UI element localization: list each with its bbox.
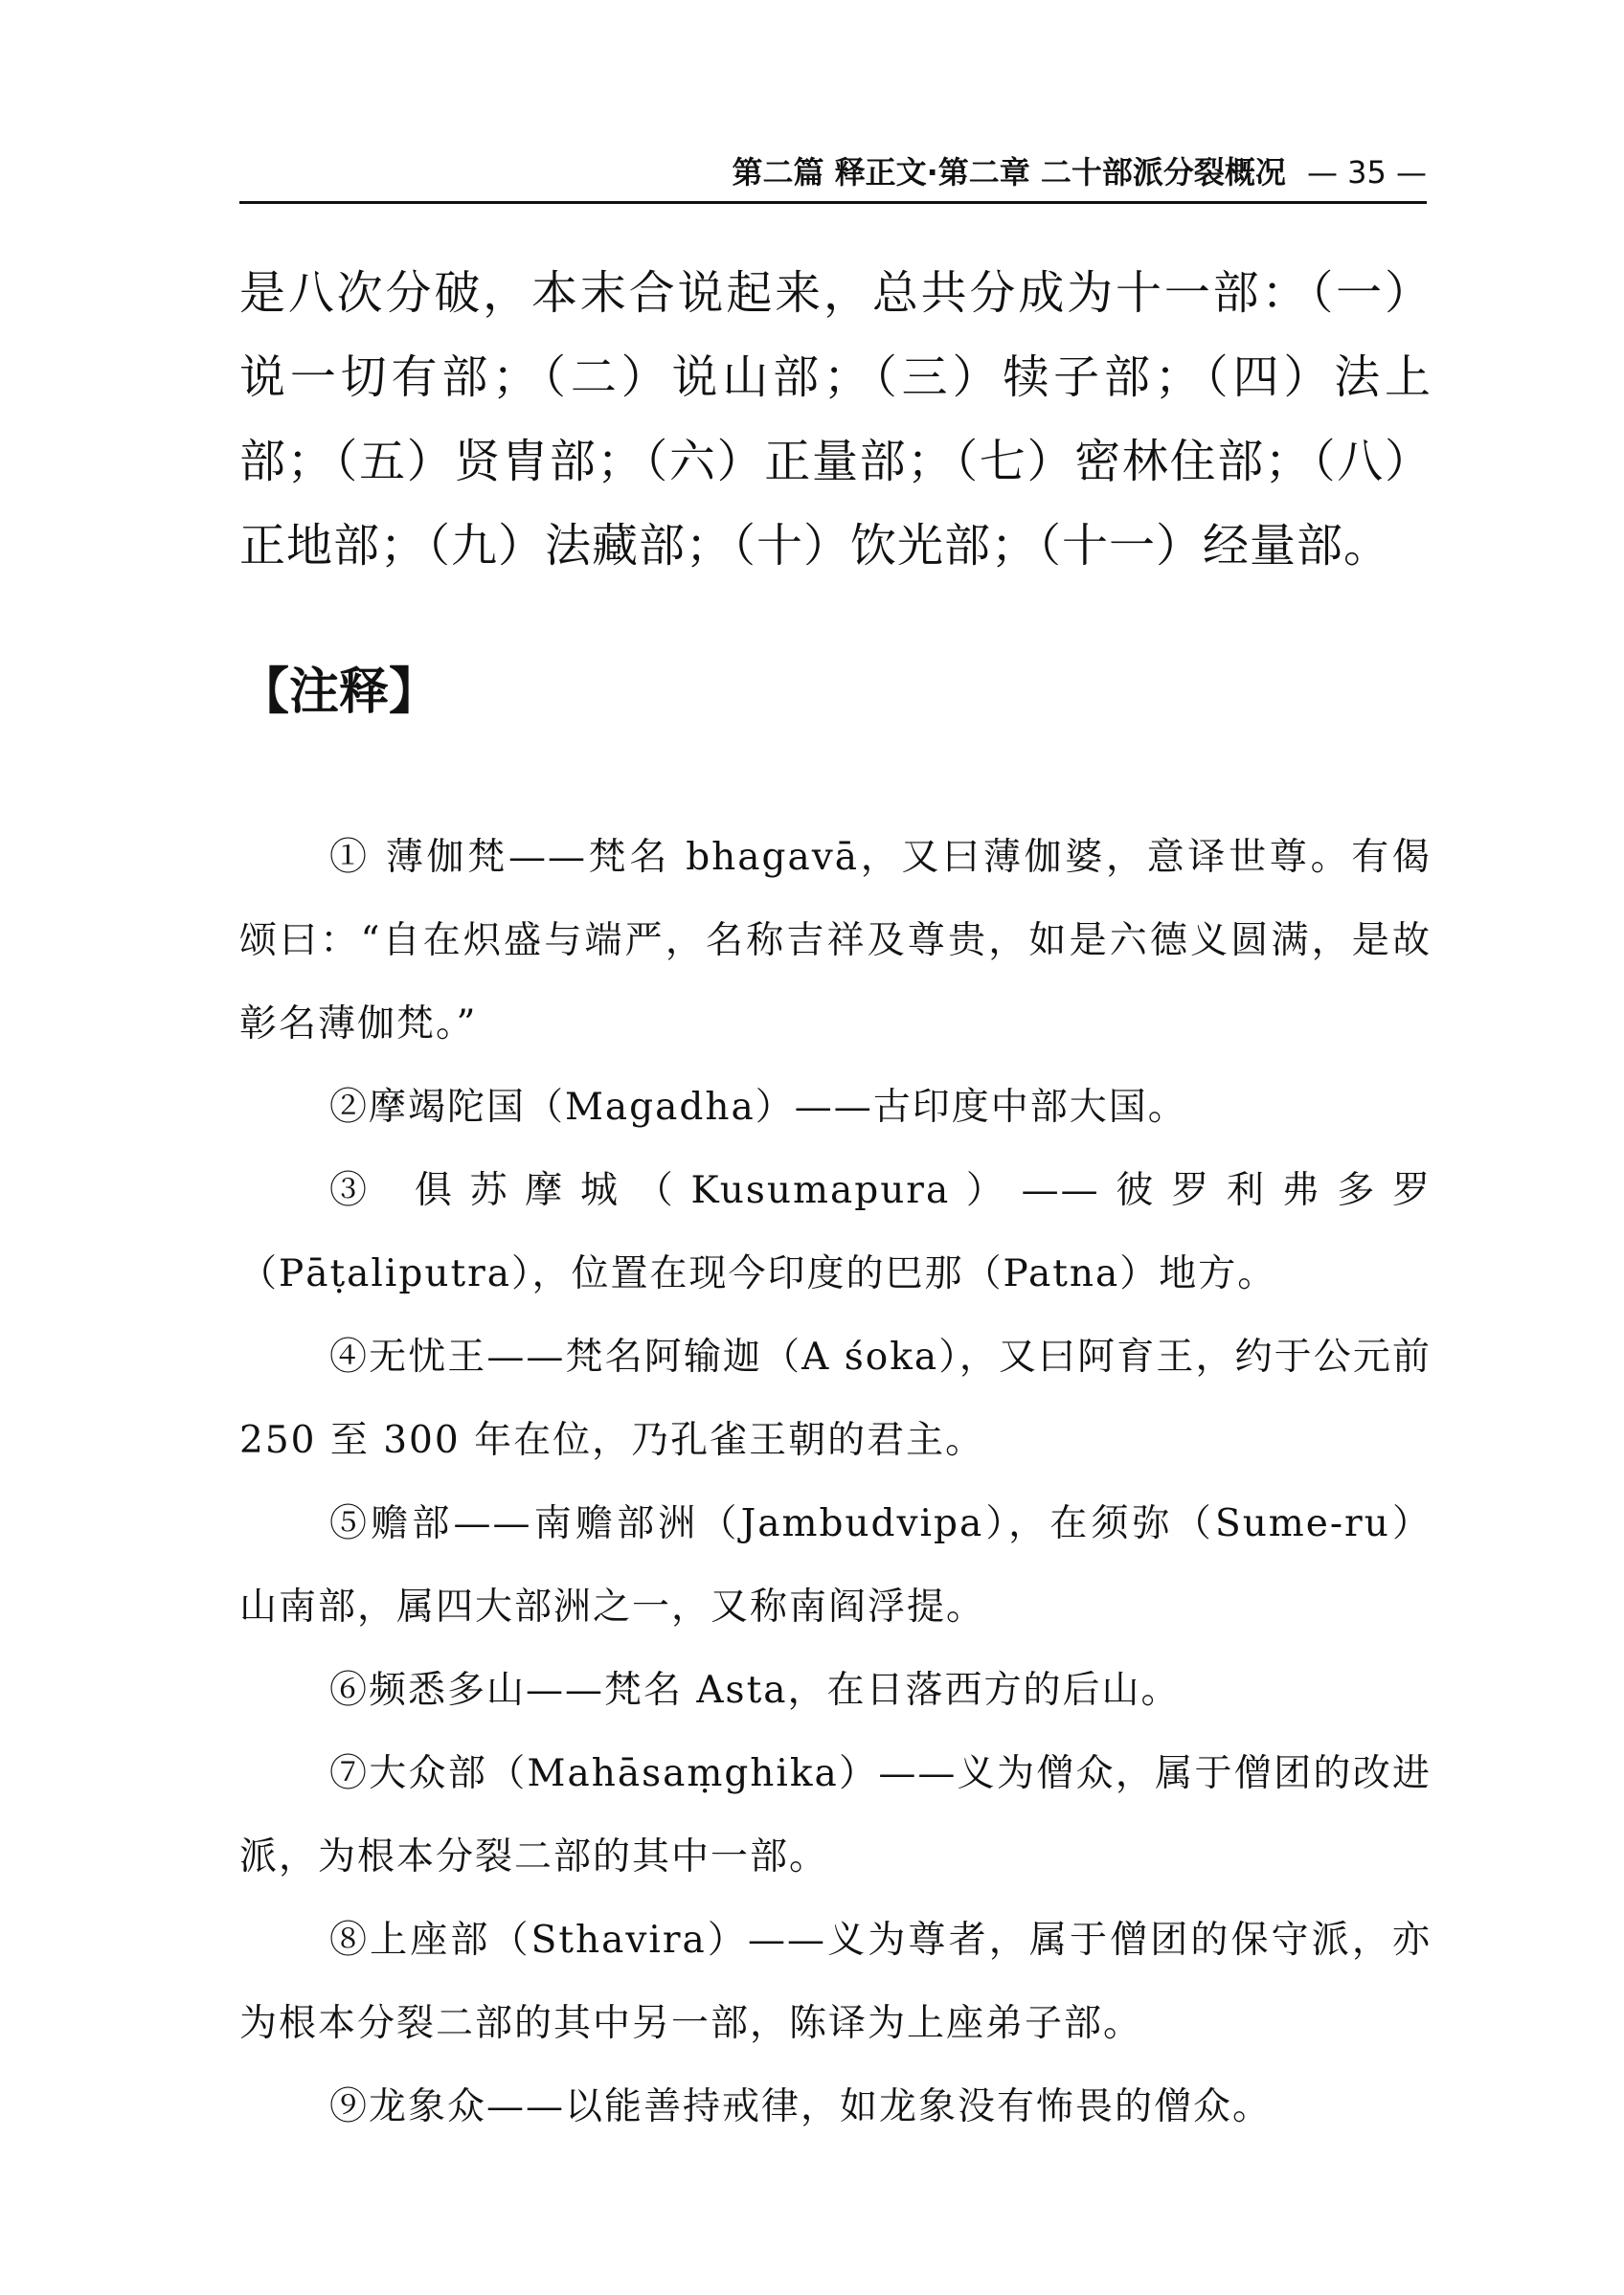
page-number: — 35 — [1306,154,1427,191]
note-3: ③ 俱苏摩城（Kusumapura）——彼罗利弗多罗（Pāṭaliputra），位置在现今印度的巴那（Patna）地方。 [239,1169,1432,1295]
chapter-title: 第二篇 释正文·第二章 二十部派分裂概况 [732,154,1286,191]
body-paragraph: 是八次分破，本末合说起来，总共分成为十一部：（一）说一切有部；（二）说山部；（三）犊子部；（四）法上部；（五）贤胄部；（六）正量部；（七）密林住部；（八）正地部；（九）法藏部；（十）饮光部；（十一）经量部。 [239,266,1432,573]
note-9: ⑨龙象众——以能善持戒律，如龙象没有怖畏的僧众。 [329,2085,1273,2128]
notes-list [239,816,1432,2149]
note-1: ① 薄伽梵——梵名 bhagavā，又曰薄伽婆，意译世尊。有偈颂曰：“自在炽盛与端严，名称吉祥及尊贵，如是六德义圆满，是故彰名薄伽梵。” [239,836,1432,1046]
notes-heading: 【注释】 [239,664,440,721]
note-2: ②摩竭陀国（Magadha）——古印度中部大国。 [329,1086,1187,1129]
running-header [239,153,1427,204]
note-8: ⑧上座部（Sthavira）——义为尊者，属于僧团的保守派，亦为根本分裂二部的其中另一部，陈译为上座弟子部。 [239,1919,1432,2045]
note-7: ⑦大众部（Mahāsaṃghika）——义为僧众，属于僧团的改进派，为根本分裂二部的其中一部。 [239,1752,1432,1879]
note-5: ⑤赡部——南赡部洲（Jambudvipa），在须弥（Sume-ru）山南部，属四大部洲之一，又称南阎浮提。 [239,1502,1432,1629]
note-4: ④无忧王——梵名阿输迦（A śoka），又曰阿育王，约于公元前 250 至 300 年在位，乃孔雀王朝的君主。 [239,1336,1432,1462]
note-6: ⑥频悉多山——梵名 Asta，在日落西方的后山。 [329,1669,1181,1712]
